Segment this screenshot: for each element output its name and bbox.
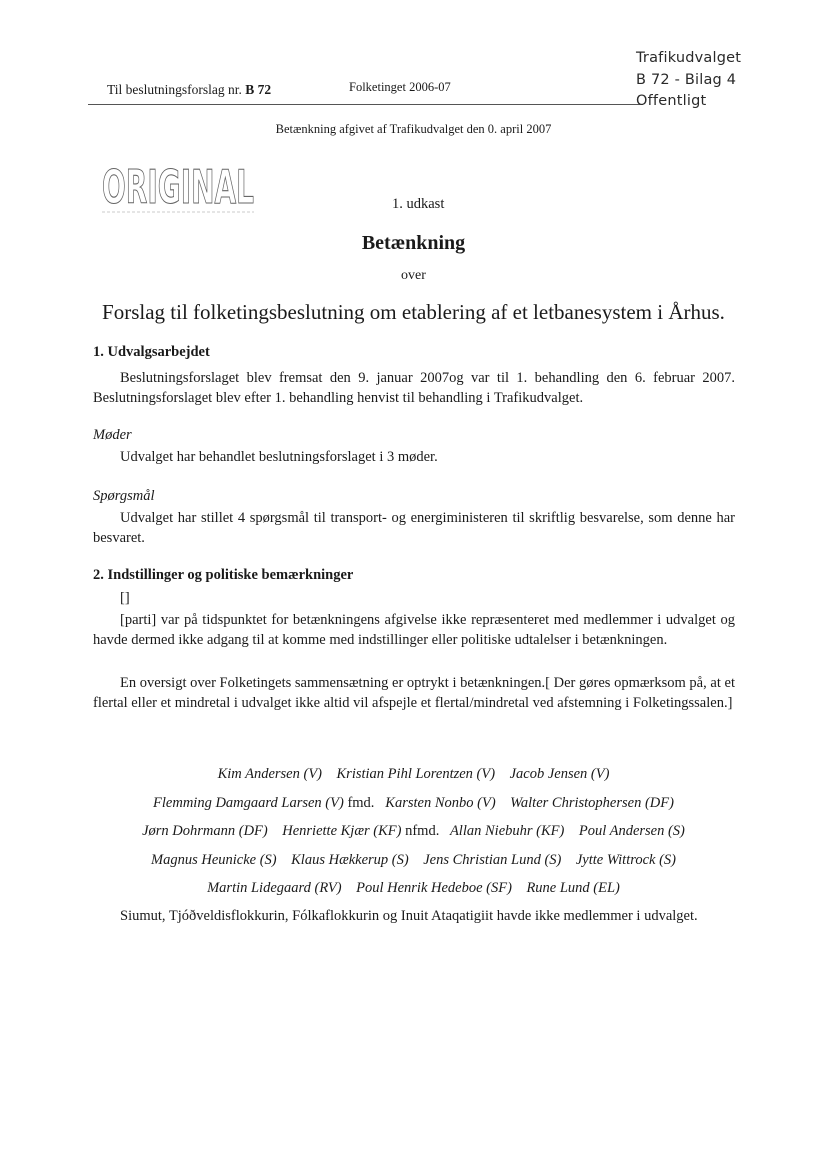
member-name: Kim Andersen (V) [217, 766, 323, 782]
member-name: Jørn Dohrmann (DF) [142, 823, 268, 839]
section-heading-text: 1. Udvalgsarbejdet [93, 344, 210, 360]
stamp-status: Offentligt [636, 93, 707, 109]
member-name: Henriette Kjær (KF) [282, 823, 402, 839]
subheading-text: Spørgsmål [93, 488, 155, 504]
meetings-heading [93, 425, 735, 445]
members-line-2 [0, 789, 827, 818]
members-line-3 [0, 817, 827, 846]
member-name: Allan Niebuhr (KF) [449, 823, 565, 839]
member-name: Walter Christophersen (DF) [510, 794, 674, 811]
original-stamp-text: ORIGINAL [102, 160, 254, 214]
committee-stamp [636, 48, 741, 113]
document-title: Betænkning [361, 232, 466, 254]
member-name: Kristian Pihl Lorentzen (V) [336, 766, 496, 782]
party-placeholder: [] [120, 590, 130, 606]
member-role-vice-chair: nfmd. [405, 823, 440, 839]
draft-label: 1. udkast [392, 196, 445, 212]
subheading-text: Møder [93, 427, 132, 443]
member-name: Poul Andersen (S) [578, 823, 685, 839]
questions-paragraph: Udvalget har stillet 4 spørgsmål til transport- og energiministeren til skriftlig besvarelse, som denne har besvaret. [93, 510, 735, 546]
member-name: Jytte Wittrock (S) [575, 851, 676, 868]
member-name: Rune Lund (EL) [526, 880, 620, 896]
section-2-heading [93, 565, 735, 585]
questions-heading [93, 486, 735, 506]
member-name: Jacob Jensen (V) [509, 766, 610, 782]
document-reference [107, 82, 271, 98]
member-role-chair: fmd. [347, 794, 375, 811]
report-issued-line: Betænkning afgivet af Trafikudvalget den 0. april 2007 [275, 122, 552, 136]
meetings-paragraph: Udvalget har behandlet beslutningsforslaget i 3 møder. [120, 449, 438, 465]
member-name: Magnus Heunicke (S) [151, 851, 277, 868]
members-line-5 [0, 874, 827, 903]
members-line-4 [0, 846, 827, 875]
member-name: Martin Lidegaard (RV) [207, 880, 342, 896]
reference-number: B 72 [245, 82, 272, 97]
reference-prefix: Til beslutningsforslag nr. [107, 82, 242, 97]
member-name: Flemming Damgaard Larsen (V) [153, 794, 344, 811]
section-2-paragraph-2: En oversigt over Folketingets sammensætning er optrykt i betænkningen.[ Der gøres opmærksom på, at et flertal eller et mindretal i udvalget ikke altid vil afspejle et flertal/mindretal ved afstemning i Folketingssalen.] [93, 675, 735, 711]
member-name: Klaus Hækkerup (S) [291, 851, 409, 868]
header-divider [88, 104, 643, 105]
original-stamp-logo [100, 155, 260, 217]
member-name: Karsten Nonbo (V) [385, 794, 496, 811]
closing-note: Siumut, Tjóðveldisflokkurin, Fólkaflokkurin og Inuit Ataqatigiit havde ikke medlemmer i udvalget. [120, 908, 698, 924]
stamp-committee: Trafikudvalget [636, 50, 742, 66]
section-1-paragraph: Beslutningsforslaget blev fremsat den 9. januar 2007og var til 1. behandling den 6. februar 2007. Beslutningsforslaget blev efter 1. behandling henvist til behandling i Trafikudvalget. [93, 370, 735, 406]
section-1-heading [93, 342, 735, 362]
title-over: over [401, 268, 426, 283]
stamp-appendix: B 72 - Bilag 4 [636, 71, 737, 88]
member-name: Jens Christian Lund (S) [423, 851, 562, 868]
members-line-1 [0, 760, 827, 789]
section-heading-text: 2. Indstillinger og politiske bemærkninger [93, 567, 354, 583]
parliament-session: Folketinget 2006-07 [349, 80, 451, 94]
committee-members [0, 760, 827, 903]
member-name: Poul Henrik Hedeboe (SF) [356, 880, 512, 896]
proposal-title: Forslag til folketingsbeslutning om etablering af et letbanesystem i Århus. [102, 300, 725, 324]
section-2-paragraph-1: [parti] var på tidspunktet for betænkningens afgivelse ikke repræsenteret med medlemmer i udvalget og havde dermed ikke adgang til at komme med indstillinger eller politiske udtalelser i betænkningen. [93, 612, 735, 648]
